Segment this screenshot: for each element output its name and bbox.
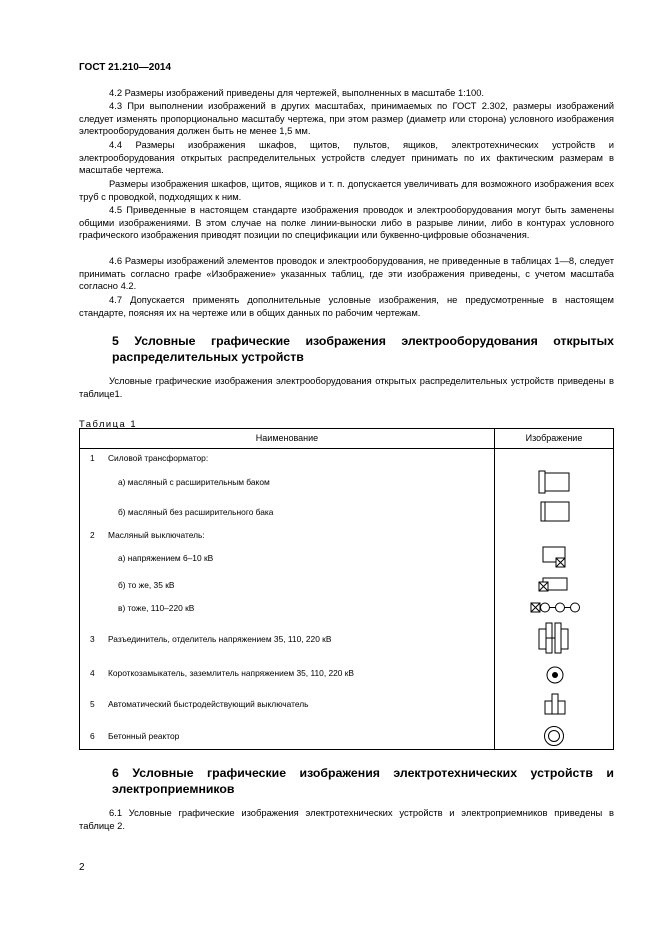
section-5-heading: 5 Условные графические изображения электрооборудования открытых распределительных устройств bbox=[112, 334, 614, 364]
section-5-text: Условные графические изображения электрооборудования открытых распределительных устройств приведены в таблице1. bbox=[79, 375, 614, 399]
concrete-reactor-symbol bbox=[541, 724, 567, 748]
row-number: 5 bbox=[90, 699, 95, 709]
oil-breaker-35-symbol bbox=[536, 574, 572, 596]
paragraph-4-7: 4.7 Допускается применять дополнительные условные изображения, не предусмотренные в настоящем стандарте, поясняя их на чертеже или в общих данных по рабочим чертежам. bbox=[79, 294, 614, 318]
table-caption: Таблица 1 bbox=[79, 418, 138, 429]
section-6-heading: 6 Условные графические изображения электротехнических устройств и электроприемников bbox=[112, 766, 614, 796]
table-row-label: а) масляный с расширительным баком bbox=[118, 477, 270, 487]
paragraph-4-6: 4.6 Размеры изображений элементов проводок и электрооборудования, не приведенные в таблицах 1—8, следует принимать согласно графе «Изображение» указанных таблиц, где эти изображения приведены, с учетом масштаба согласно 4.2. bbox=[79, 255, 614, 292]
row-number: 2 bbox=[90, 530, 95, 540]
column-header-image: Изображение bbox=[525, 433, 583, 443]
table-row-label: а) напряжением 6–10 кВ bbox=[118, 553, 214, 563]
paragraph-6-1: 6.1 Условные графические изображения электротехнических устройств и электроприемников приведены в таблице 2. bbox=[79, 807, 614, 831]
table-row-label: Масляный выключатель: bbox=[108, 530, 205, 540]
table-row-label: Силовой трансформатор: bbox=[108, 453, 209, 463]
table-row-label: в) тоже, 110–220 кВ bbox=[118, 603, 195, 613]
paragraph-4-3: 4.3 При выполнении изображений в других масштабах, принимаемых по ГОСТ 2.302, размеры изображений следует изменять пропорционально масштабу чертежа, при этом размер (диаметр или сторона) условного изображения электрооборудования должен быть не менее 1,5 мм. bbox=[79, 100, 614, 137]
short-circuiter-symbol bbox=[543, 663, 567, 687]
paragraph-4-5: 4.5 Приведенные в настоящем стандарте изображения проводок и электрооборудования могут быть заменены общими изображениями. В этом случае на полке линии-выноски либо в разрыве линии, либо в контурах условного графического изображения приводят позиции по спецификации или буквенно-цифровые обозначения. bbox=[79, 204, 614, 241]
paragraph-4-4-continued: Размеры изображения шкафов, щитов, ящиков и т. п. допускается увеличивать для возможного изображения всех труб с проводкой, подходящих к ним. bbox=[79, 178, 614, 202]
table-row-label: Автоматический быстродействующий выключатель bbox=[108, 699, 309, 709]
oil-breaker-6-10-symbol bbox=[538, 544, 572, 570]
document-header: ГОСТ 21.210—2014 bbox=[79, 62, 172, 73]
table-row-label: б) то же, 35 кВ bbox=[118, 580, 175, 590]
row-number: 4 bbox=[90, 668, 95, 678]
table-row-label: Разъединитель, отделитель напряжением 35, 110, 220 кВ bbox=[108, 634, 332, 644]
paragraph-4-4: 4.4 Размеры изображения шкафов, щитов, пультов, ящиков, электротехнических устройств и электрооборудования открытых распределительных устройств следует принимать по их фактическим размерам в масштабе чертежа. bbox=[79, 139, 614, 176]
oil-breaker-110-220-symbol bbox=[528, 599, 584, 617]
table-row-label: б) масляный без расширительного бака bbox=[118, 507, 274, 517]
disconnector-symbol bbox=[535, 621, 575, 655]
transformer-with-tank-symbol bbox=[535, 469, 575, 497]
row-number: 6 bbox=[90, 731, 95, 741]
row-number: 3 bbox=[90, 634, 95, 644]
column-header-name: Наименование bbox=[255, 433, 319, 443]
row-number: 1 bbox=[90, 453, 95, 463]
table-1 bbox=[79, 428, 614, 750]
table-row-label: Бетонный реактор bbox=[108, 731, 180, 741]
transformer-without-tank-symbol bbox=[535, 499, 575, 525]
auto-breaker-symbol bbox=[540, 691, 570, 717]
table-row-label: Короткозамыкатель, заземлитель напряжением 35, 110, 220 кВ bbox=[108, 668, 355, 678]
paragraph-4-2: 4.2 Размеры изображений приведены для чертежей, выполненных в масштабе 1:100. bbox=[109, 87, 485, 98]
page-number: 2 bbox=[79, 862, 85, 873]
